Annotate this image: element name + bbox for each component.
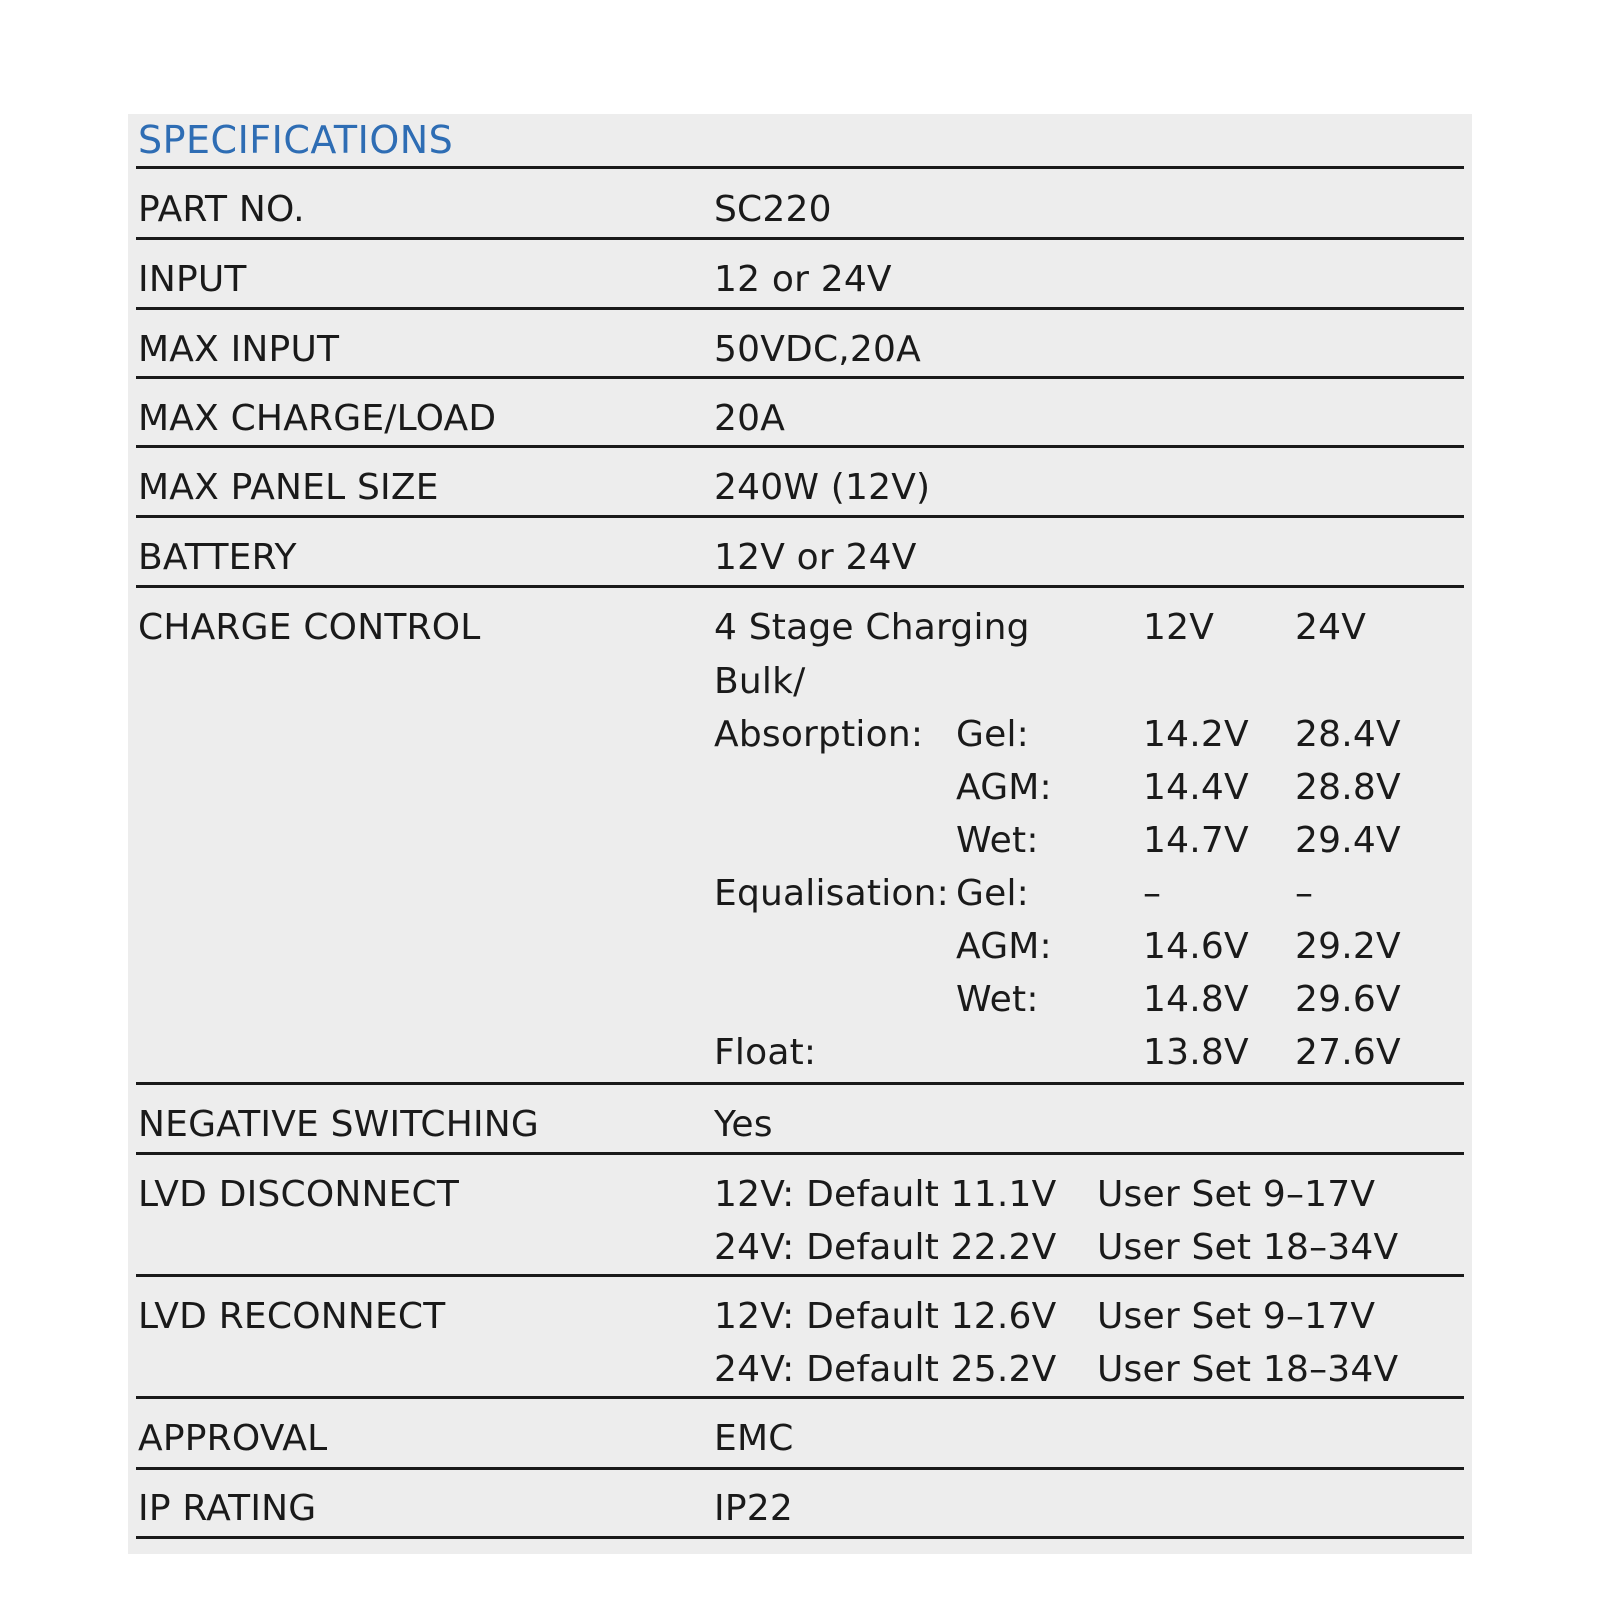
equalisation-gel-24v: –	[1295, 873, 1314, 914]
equalisation-wet-12v: 14.8V	[1143, 979, 1249, 1020]
max-charge-load-label: MAX CHARGE/LOAD	[138, 398, 497, 439]
absorption-gel-type: Gel:	[956, 714, 1029, 755]
equalisation-agm-type: AGM:	[956, 926, 1052, 967]
ip-rating-label: IP RATING	[138, 1488, 317, 1529]
lvd-disconnect-12v-default: 12V: Default 11.1V	[714, 1174, 1057, 1215]
absorption-label: Absorption:	[714, 714, 924, 755]
absorption-gel-24v: 28.4V	[1295, 714, 1401, 755]
row-divider	[136, 376, 1464, 379]
part-no-label: PART NO.	[138, 189, 305, 230]
lvd-reconnect-12v-user-set: User Set 9–17V	[1097, 1296, 1376, 1337]
row-divider	[136, 1536, 1464, 1539]
absorption-wet-24v: 29.4V	[1295, 820, 1401, 861]
input-value: 12 or 24V	[714, 259, 892, 300]
absorption-wet-type: Wet:	[956, 820, 1039, 861]
lvd-reconnect-12v-default: 12V: Default 12.6V	[714, 1296, 1057, 1337]
row-divider	[136, 1152, 1464, 1155]
approval-label: APPROVAL	[138, 1418, 328, 1459]
approval-value: EMC	[714, 1418, 794, 1459]
row-divider	[136, 307, 1464, 310]
row-divider	[136, 1396, 1464, 1399]
max-panel-size-value: 240W (12V)	[714, 467, 931, 508]
max-input-value: 50VDC,20A	[714, 329, 921, 370]
battery-label: BATTERY	[138, 537, 297, 578]
part-no-value: SC220	[714, 189, 832, 230]
equalisation-label: Equalisation:	[714, 873, 949, 914]
negative-switching-label: NEGATIVE SWITCHING	[138, 1104, 540, 1145]
charge-stages-heading: 4 Stage Charging	[714, 607, 1030, 648]
row-divider	[136, 445, 1464, 448]
lvd-disconnect-24v-default: 24V: Default 22.2V	[714, 1227, 1057, 1268]
equalisation-agm-12v: 14.6V	[1143, 926, 1249, 967]
negative-switching-value: Yes	[714, 1104, 773, 1145]
row-divider	[136, 1274, 1464, 1277]
float-label: Float:	[714, 1032, 817, 1073]
bulk-label: Bulk/	[714, 661, 806, 702]
absorption-agm-type: AGM:	[956, 767, 1052, 808]
row-divider	[136, 1467, 1464, 1470]
lvd-disconnect-12v-user-set: User Set 9–17V	[1097, 1174, 1376, 1215]
battery-value: 12V or 24V	[714, 537, 917, 578]
absorption-agm-12v: 14.4V	[1143, 767, 1249, 808]
column-12v-header: 12V	[1143, 607, 1215, 648]
lvd-disconnect-label: LVD DISCONNECT	[138, 1174, 460, 1215]
row-divider	[136, 166, 1464, 169]
lvd-reconnect-24v-default: 24V: Default 25.2V	[714, 1349, 1057, 1390]
absorption-agm-24v: 28.8V	[1295, 767, 1401, 808]
max-input-label: MAX INPUT	[138, 329, 340, 370]
ip-rating-value: IP22	[714, 1488, 793, 1529]
float-12v: 13.8V	[1143, 1032, 1249, 1073]
charge-control-label: CHARGE CONTROL	[138, 607, 481, 648]
absorption-wet-12v: 14.7V	[1143, 820, 1249, 861]
lvd-reconnect-24v-user-set: User Set 18–34V	[1097, 1349, 1399, 1390]
max-charge-load-value: 20A	[714, 398, 786, 439]
max-panel-size-label: MAX PANEL SIZE	[138, 467, 439, 508]
column-24v-header: 24V	[1295, 607, 1367, 648]
equalisation-wet-24v: 29.6V	[1295, 979, 1401, 1020]
float-24v: 27.6V	[1295, 1032, 1401, 1073]
equalisation-agm-24v: 29.2V	[1295, 926, 1401, 967]
equalisation-gel-type: Gel:	[956, 873, 1029, 914]
specifications-title: SPECIFICATIONS	[138, 118, 454, 162]
input-label: INPUT	[138, 259, 247, 300]
row-divider	[136, 237, 1464, 240]
lvd-reconnect-label: LVD RECONNECT	[138, 1296, 446, 1337]
lvd-disconnect-24v-user-set: User Set 18–34V	[1097, 1227, 1399, 1268]
row-divider	[136, 515, 1464, 518]
row-divider	[136, 585, 1464, 588]
row-divider	[136, 1082, 1464, 1085]
absorption-gel-12v: 14.2V	[1143, 714, 1249, 755]
equalisation-gel-12v: –	[1143, 873, 1162, 914]
equalisation-wet-type: Wet:	[956, 979, 1039, 1020]
